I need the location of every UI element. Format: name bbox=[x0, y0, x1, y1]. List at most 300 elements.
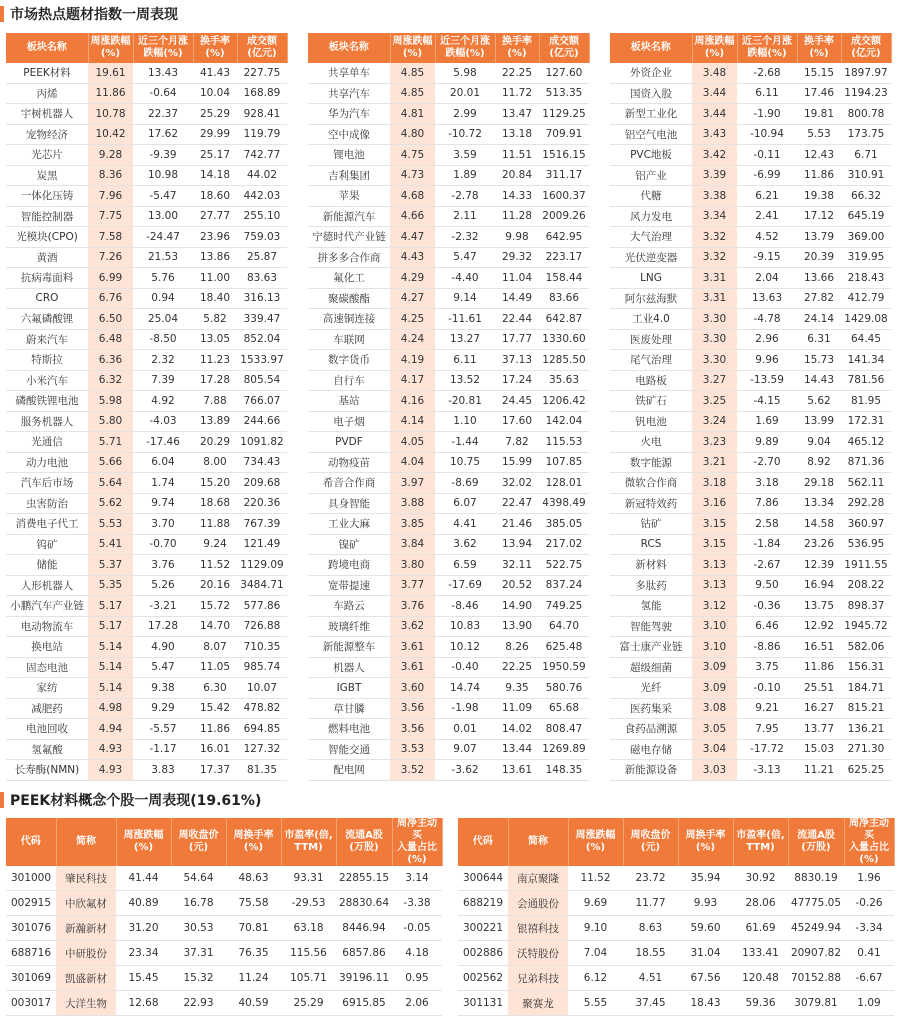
table-row bbox=[308, 329, 589, 350]
table-row bbox=[308, 309, 589, 330]
table-cell: 18.68 bbox=[193, 493, 237, 514]
table-cell: 5.76 bbox=[133, 268, 193, 289]
table-cell: 3.12 bbox=[692, 596, 737, 617]
table-cell: 8.92 bbox=[797, 452, 841, 473]
table-row bbox=[6, 124, 287, 145]
table-cell: 3.21 bbox=[692, 452, 737, 473]
table-cell: 2.99 bbox=[435, 104, 495, 125]
table-cell: 13.99 bbox=[797, 411, 841, 432]
table-cell: 465.12 bbox=[841, 432, 891, 453]
table-row bbox=[6, 616, 287, 637]
table-cell: 852.04 bbox=[237, 329, 287, 350]
table-cell: 2.58 bbox=[737, 514, 797, 535]
table-row bbox=[6, 411, 287, 432]
table-cell: 4.66 bbox=[390, 206, 435, 227]
table-cell: 37.45 bbox=[623, 991, 678, 1016]
table-cell: 255.10 bbox=[237, 206, 287, 227]
table-cell: 光芯片 bbox=[6, 145, 88, 166]
table-cell: 14.18 bbox=[193, 165, 237, 186]
table-cell: 20.01 bbox=[435, 83, 495, 104]
table-row bbox=[6, 657, 287, 678]
table-cell: 10.78 bbox=[88, 104, 133, 125]
table-cell: 5.66 bbox=[88, 452, 133, 473]
table-cell: 3.76 bbox=[390, 596, 435, 617]
table-cell: IGBT bbox=[308, 678, 390, 699]
table-cell: 105.71 bbox=[281, 966, 336, 991]
table-cell: 41.43 bbox=[193, 63, 237, 83]
table-cell: 133.41 bbox=[733, 941, 788, 966]
table-row bbox=[610, 432, 891, 453]
table-cell: 智能交通 bbox=[308, 739, 390, 760]
table-row bbox=[6, 63, 287, 83]
table-cell: 4.29 bbox=[390, 268, 435, 289]
table-cell: 3.16 bbox=[692, 493, 737, 514]
table-cell: 5.98 bbox=[88, 391, 133, 412]
table-cell: 华为汽车 bbox=[308, 104, 390, 125]
table-row bbox=[308, 432, 589, 453]
table-row bbox=[308, 268, 589, 289]
table-row bbox=[6, 165, 287, 186]
table-cell: 9.07 bbox=[435, 739, 495, 760]
table-row bbox=[308, 165, 589, 186]
table-cell: 360.97 bbox=[841, 514, 891, 535]
table-row bbox=[6, 391, 287, 412]
table-cell: 六氟磷酸锂 bbox=[6, 309, 88, 330]
table-cell: 301131 bbox=[458, 991, 508, 1016]
table-cell: 13.63 bbox=[737, 288, 797, 309]
table-cell: 3.32 bbox=[692, 247, 737, 268]
table-cell: 氟化工 bbox=[308, 268, 390, 289]
table-cell: -13.59 bbox=[737, 370, 797, 391]
table-cell: 3.44 bbox=[692, 104, 737, 125]
table-cell: 新能源设备 bbox=[610, 760, 692, 781]
table-cell: -1.17 bbox=[133, 739, 193, 760]
table-cell: 759.03 bbox=[237, 227, 287, 248]
table-cell: 766.07 bbox=[237, 391, 287, 412]
table-cell: 6.46 bbox=[737, 616, 797, 637]
table-cell: 9.98 bbox=[495, 227, 539, 248]
title-accent-bar bbox=[0, 6, 4, 22]
table-cell: 13.86 bbox=[193, 247, 237, 268]
table-cell: 7.95 bbox=[737, 719, 797, 740]
table-cell: 车联网 bbox=[308, 329, 390, 350]
table-cell: 8.00 bbox=[193, 452, 237, 473]
table-cell: 300644 bbox=[458, 866, 508, 891]
table-cell: 6.12 bbox=[568, 966, 623, 991]
table-cell: 5.64 bbox=[88, 473, 133, 494]
table-cell: 3.76 bbox=[133, 555, 193, 576]
table-cell: 3.30 bbox=[692, 309, 737, 330]
table-row bbox=[610, 124, 891, 145]
table-cell: 13.66 bbox=[797, 268, 841, 289]
table-cell: 3.09 bbox=[692, 657, 737, 678]
table-cell: 兄弟科技 bbox=[508, 966, 568, 991]
table-cell: 6.48 bbox=[88, 329, 133, 350]
table-cell: 3.97 bbox=[390, 473, 435, 494]
table-cell: 聚赛龙 bbox=[508, 991, 568, 1016]
table-cell: 6.21 bbox=[737, 186, 797, 207]
table-cell: 10.12 bbox=[435, 637, 495, 658]
table-cell: 4.04 bbox=[390, 452, 435, 473]
table-cell: 外资企业 bbox=[610, 63, 692, 83]
table-cell: 11.86 bbox=[797, 657, 841, 678]
table-cell: 丙烯 bbox=[6, 83, 88, 104]
table-cell: 6857.86 bbox=[336, 941, 392, 966]
table-cell: 机器人 bbox=[308, 657, 390, 678]
table-cell: -17.72 bbox=[737, 739, 797, 760]
table-row bbox=[6, 719, 287, 740]
table-cell: 5.47 bbox=[435, 247, 495, 268]
table-cell: 4.92 bbox=[133, 391, 193, 412]
table-row bbox=[6, 514, 287, 535]
table-row bbox=[458, 991, 894, 1016]
table-cell: 工业大麻 bbox=[308, 514, 390, 535]
table-cell: 35.63 bbox=[539, 370, 589, 391]
table-cell: 5.55 bbox=[568, 991, 623, 1016]
table-cell: 3.62 bbox=[390, 616, 435, 637]
table-cell: 3.39 bbox=[692, 165, 737, 186]
table-cell: 5.98 bbox=[435, 63, 495, 83]
table-cell: 5.80 bbox=[88, 411, 133, 432]
table-cell: 中欣氟材 bbox=[56, 891, 116, 916]
table-cell: 凯盛新材 bbox=[56, 966, 116, 991]
table-cell: -3.62 bbox=[435, 760, 495, 781]
table-cell: 37.31 bbox=[171, 941, 226, 966]
table-row bbox=[308, 83, 589, 104]
table-cell: 6.32 bbox=[88, 370, 133, 391]
table-row bbox=[610, 473, 891, 494]
table-cell: 高速铜连接 bbox=[308, 309, 390, 330]
table-cell: 40.59 bbox=[226, 991, 281, 1016]
table-cell: 1.74 bbox=[133, 473, 193, 494]
table-cell: 81.95 bbox=[841, 391, 891, 412]
table-cell: 5.47 bbox=[133, 657, 193, 678]
table-cell: 1600.37 bbox=[539, 186, 589, 207]
table-cell: 车路云 bbox=[308, 596, 390, 617]
table-cell: 17.24 bbox=[495, 370, 539, 391]
table-cell: 7.58 bbox=[88, 227, 133, 248]
table-cell: 32.11 bbox=[495, 555, 539, 576]
table-cell: 家纺 bbox=[6, 678, 88, 699]
table-cell: 6.99 bbox=[88, 268, 133, 289]
table-cell: 11.23 bbox=[193, 350, 237, 371]
column-header: 周涨跌幅 (%) bbox=[88, 33, 133, 63]
table-cell: 阿尔兹海默 bbox=[610, 288, 692, 309]
table-cell: 45249.94 bbox=[788, 916, 844, 941]
table-cell: 3.25 bbox=[692, 391, 737, 412]
table-cell: 6.50 bbox=[88, 309, 133, 330]
table-cell: 24.45 bbox=[495, 391, 539, 412]
table-cell: 8446.94 bbox=[336, 916, 392, 941]
table-cell: 13.05 bbox=[193, 329, 237, 350]
table-cell: 837.24 bbox=[539, 575, 589, 596]
table-cell: 13.61 bbox=[495, 760, 539, 781]
table-cell: 83.66 bbox=[539, 288, 589, 309]
table-cell: 0.94 bbox=[133, 288, 193, 309]
table-row bbox=[308, 370, 589, 391]
table-row bbox=[308, 575, 589, 596]
table-row bbox=[6, 575, 287, 596]
table-cell: 14.02 bbox=[495, 719, 539, 740]
table-cell: 208.22 bbox=[841, 575, 891, 596]
table-cell: 希音合作商 bbox=[308, 473, 390, 494]
table-cell: 15.42 bbox=[193, 698, 237, 719]
table-cell: 31.20 bbox=[116, 916, 171, 941]
table-cell: 13.75 bbox=[797, 596, 841, 617]
table-cell: 23.26 bbox=[797, 534, 841, 555]
table-cell: 11.00 bbox=[193, 268, 237, 289]
table-cell: 服务机器人 bbox=[6, 411, 88, 432]
table-row bbox=[6, 247, 287, 268]
table-cell: 3.75 bbox=[737, 657, 797, 678]
table-cell: 184.71 bbox=[841, 678, 891, 699]
table-cell: -0.11 bbox=[737, 145, 797, 166]
column-header: 板块名称 bbox=[6, 33, 88, 63]
table-cell: 4.98 bbox=[88, 698, 133, 719]
table-cell: 消费电子代工 bbox=[6, 514, 88, 535]
table-cell: -11.61 bbox=[435, 309, 495, 330]
table-row bbox=[6, 760, 287, 781]
table-cell: 688716 bbox=[6, 941, 56, 966]
table-cell: 25.04 bbox=[133, 309, 193, 330]
table-cell: 898.37 bbox=[841, 596, 891, 617]
table-row bbox=[6, 452, 287, 473]
table-cell: 12.39 bbox=[797, 555, 841, 576]
table-cell: 磷酸铁锂电池 bbox=[6, 391, 88, 412]
table-row bbox=[610, 104, 891, 125]
column-header: 周涨跌幅 (%) bbox=[390, 33, 435, 63]
table-cell: -9.39 bbox=[133, 145, 193, 166]
table-row bbox=[6, 866, 442, 891]
table-cell: 13.34 bbox=[797, 493, 841, 514]
table-cell: 16.78 bbox=[171, 891, 226, 916]
table-row bbox=[308, 719, 589, 740]
table-cell: 超级细菌 bbox=[610, 657, 692, 678]
table-cell: 22.25 bbox=[495, 657, 539, 678]
table-cell: 人形机器人 bbox=[6, 575, 88, 596]
table-cell: 1129.25 bbox=[539, 104, 589, 125]
table-cell: 3.05 bbox=[692, 719, 737, 740]
table-cell: 特斯拉 bbox=[6, 350, 88, 371]
table-cell: -4.15 bbox=[737, 391, 797, 412]
table-cell: 20.29 bbox=[193, 432, 237, 453]
table-cell: 2009.26 bbox=[539, 206, 589, 227]
table-cell: 3.77 bbox=[390, 575, 435, 596]
table-cell: -1.90 bbox=[737, 104, 797, 125]
table-cell: 15.45 bbox=[116, 966, 171, 991]
table-cell: 478.82 bbox=[237, 698, 287, 719]
table-cell: 肇民科技 bbox=[56, 866, 116, 891]
header-row bbox=[458, 818, 894, 866]
table-cell: PVDF bbox=[308, 432, 390, 453]
table-cell: 5.53 bbox=[88, 514, 133, 535]
table-cell: 5.14 bbox=[88, 637, 133, 658]
table-cell: 火电 bbox=[610, 432, 692, 453]
table-cell: 汽车后市场 bbox=[6, 473, 88, 494]
table-row bbox=[6, 596, 287, 617]
table-cell: 3.84 bbox=[390, 534, 435, 555]
table-cell: 9.21 bbox=[737, 698, 797, 719]
table-cell: 3.61 bbox=[390, 637, 435, 658]
table-cell: 536.95 bbox=[841, 534, 891, 555]
table-cell: 钨矿 bbox=[6, 534, 88, 555]
table-cell: -4.78 bbox=[737, 309, 797, 330]
table-cell: 17.37 bbox=[193, 760, 237, 781]
table-cell: 智能驾驶 bbox=[610, 616, 692, 637]
table-cell: 14.58 bbox=[797, 514, 841, 535]
table-cell: 9.96 bbox=[737, 350, 797, 371]
column-header: 板块名称 bbox=[610, 33, 692, 63]
table-cell: 炭黑 bbox=[6, 165, 88, 186]
table-cell: 928.41 bbox=[237, 104, 287, 125]
table-cell: 国资入股 bbox=[610, 83, 692, 104]
table-row bbox=[610, 309, 891, 330]
table-cell: 新能源整车 bbox=[308, 637, 390, 658]
table-row bbox=[308, 452, 589, 473]
table-cell: 310.91 bbox=[841, 165, 891, 186]
table-cell: 7.75 bbox=[88, 206, 133, 227]
table-cell: 002886 bbox=[458, 941, 508, 966]
table-cell: 电路板 bbox=[610, 370, 692, 391]
table-cell: 4.51 bbox=[623, 966, 678, 991]
table-cell: 16.51 bbox=[797, 637, 841, 658]
table-row bbox=[6, 186, 287, 207]
column-header: 近三个月涨 跌幅(%) bbox=[133, 33, 193, 63]
table-cell: 10.07 bbox=[237, 678, 287, 699]
column-header: 周涨跌幅 (%) bbox=[692, 33, 737, 63]
table-row bbox=[610, 350, 891, 371]
column-header: 周净主动买 入量占比(%) bbox=[844, 818, 894, 866]
table-cell: 电动物流车 bbox=[6, 616, 88, 637]
table-cell: 65.68 bbox=[539, 698, 589, 719]
table-row bbox=[6, 268, 287, 289]
table-cell: 4.85 bbox=[390, 63, 435, 83]
table-cell: 7.04 bbox=[568, 941, 623, 966]
table-row bbox=[308, 514, 589, 535]
table-cell: 22.44 bbox=[495, 309, 539, 330]
table-cell: 5.62 bbox=[88, 493, 133, 514]
table-cell: 3.43 bbox=[692, 124, 737, 145]
table-cell: 39196.11 bbox=[336, 966, 392, 991]
table-cell: 70152.88 bbox=[788, 966, 844, 991]
table-cell: 9.38 bbox=[133, 678, 193, 699]
table-cell: 3.30 bbox=[692, 350, 737, 371]
table-cell: 27.77 bbox=[193, 206, 237, 227]
table-row bbox=[308, 145, 589, 166]
table-cell: 锂电池 bbox=[308, 145, 390, 166]
table-cell: -10.72 bbox=[435, 124, 495, 145]
table-cell: 871.36 bbox=[841, 452, 891, 473]
table-row bbox=[610, 616, 891, 637]
table-cell: 3.52 bbox=[390, 760, 435, 781]
table-cell: 电子烟 bbox=[308, 411, 390, 432]
table-cell: 54.64 bbox=[171, 866, 226, 891]
table-cell: 442.03 bbox=[237, 186, 287, 207]
table-cell: -2.68 bbox=[737, 63, 797, 83]
table-cell: 6.71 bbox=[841, 145, 891, 166]
table-row bbox=[610, 555, 891, 576]
table-cell: 3.62 bbox=[435, 534, 495, 555]
table-cell: 4.19 bbox=[390, 350, 435, 371]
table-cell: CRO bbox=[6, 288, 88, 309]
table-cell: 25.87 bbox=[237, 247, 287, 268]
table-row bbox=[610, 268, 891, 289]
table-cell: 1129.09 bbox=[237, 555, 287, 576]
table-row bbox=[308, 555, 589, 576]
column-header: 代码 bbox=[6, 818, 56, 866]
table-cell: 燃料电池 bbox=[308, 719, 390, 740]
table-cell: 3.13 bbox=[692, 575, 737, 596]
table-cell: 10.75 bbox=[435, 452, 495, 473]
column-header: 成交额 (亿元) bbox=[539, 33, 589, 63]
table-cell: 13.52 bbox=[435, 370, 495, 391]
table-cell: 氢能 bbox=[610, 596, 692, 617]
table-cell: 16.27 bbox=[797, 698, 841, 719]
table-cell: 805.54 bbox=[237, 370, 287, 391]
table-cell: 铝空气电池 bbox=[610, 124, 692, 145]
table-cell: 光通信 bbox=[6, 432, 88, 453]
table-row bbox=[308, 739, 589, 760]
table-cell: 虫害防治 bbox=[6, 493, 88, 514]
table-cell: 光模块(CPO) bbox=[6, 227, 88, 248]
table-cell: 19.61 bbox=[88, 63, 133, 83]
table-cell: 3.60 bbox=[390, 678, 435, 699]
table-cell: 20.84 bbox=[495, 165, 539, 186]
table-cell: 跨境电商 bbox=[308, 555, 390, 576]
table-cell: -20.81 bbox=[435, 391, 495, 412]
table-cell: 5.14 bbox=[88, 657, 133, 678]
table-cell: 沃特股份 bbox=[508, 941, 568, 966]
table-cell: 4.93 bbox=[88, 760, 133, 781]
table-cell: -0.26 bbox=[844, 891, 894, 916]
table-cell: 数字能源 bbox=[610, 452, 692, 473]
table-body bbox=[458, 866, 894, 1016]
table-row bbox=[6, 370, 287, 391]
table-row bbox=[6, 698, 287, 719]
table-cell: 减肥药 bbox=[6, 698, 88, 719]
table-cell: 218.43 bbox=[841, 268, 891, 289]
table-cell: RCS bbox=[610, 534, 692, 555]
table-cell: 1533.97 bbox=[237, 350, 287, 371]
table-cell: 4.68 bbox=[390, 186, 435, 207]
table-cell: 1.10 bbox=[435, 411, 495, 432]
table-cell: 301076 bbox=[6, 916, 56, 941]
table-cell: 光纤 bbox=[610, 678, 692, 699]
table-cell: 基站 bbox=[308, 391, 390, 412]
table-cell: 微软合作商 bbox=[610, 473, 692, 494]
table-cell: 800.78 bbox=[841, 104, 891, 125]
table-cell: 1.89 bbox=[435, 165, 495, 186]
header-row bbox=[610, 33, 891, 63]
table-row bbox=[610, 534, 891, 555]
table-cell: 7.88 bbox=[193, 391, 237, 412]
table-row bbox=[6, 350, 287, 371]
table-cell: -0.05 bbox=[392, 916, 442, 941]
table-cell: 83.63 bbox=[237, 268, 287, 289]
table-cell: 4.94 bbox=[88, 719, 133, 740]
table-cell: 空中成像 bbox=[308, 124, 390, 145]
table-cell: 4.27 bbox=[390, 288, 435, 309]
table-cell: 草甘膦 bbox=[308, 698, 390, 719]
table-cell: 642.87 bbox=[539, 309, 589, 330]
table-cell: 40.89 bbox=[116, 891, 171, 916]
table-cell: 11.52 bbox=[193, 555, 237, 576]
table-cell: 1911.55 bbox=[841, 555, 891, 576]
table-cell: 新材料 bbox=[610, 555, 692, 576]
table-cell: 5.17 bbox=[88, 616, 133, 637]
table-cell: 尾气治理 bbox=[610, 350, 692, 371]
table-cell: 玻璃纤维 bbox=[308, 616, 390, 637]
